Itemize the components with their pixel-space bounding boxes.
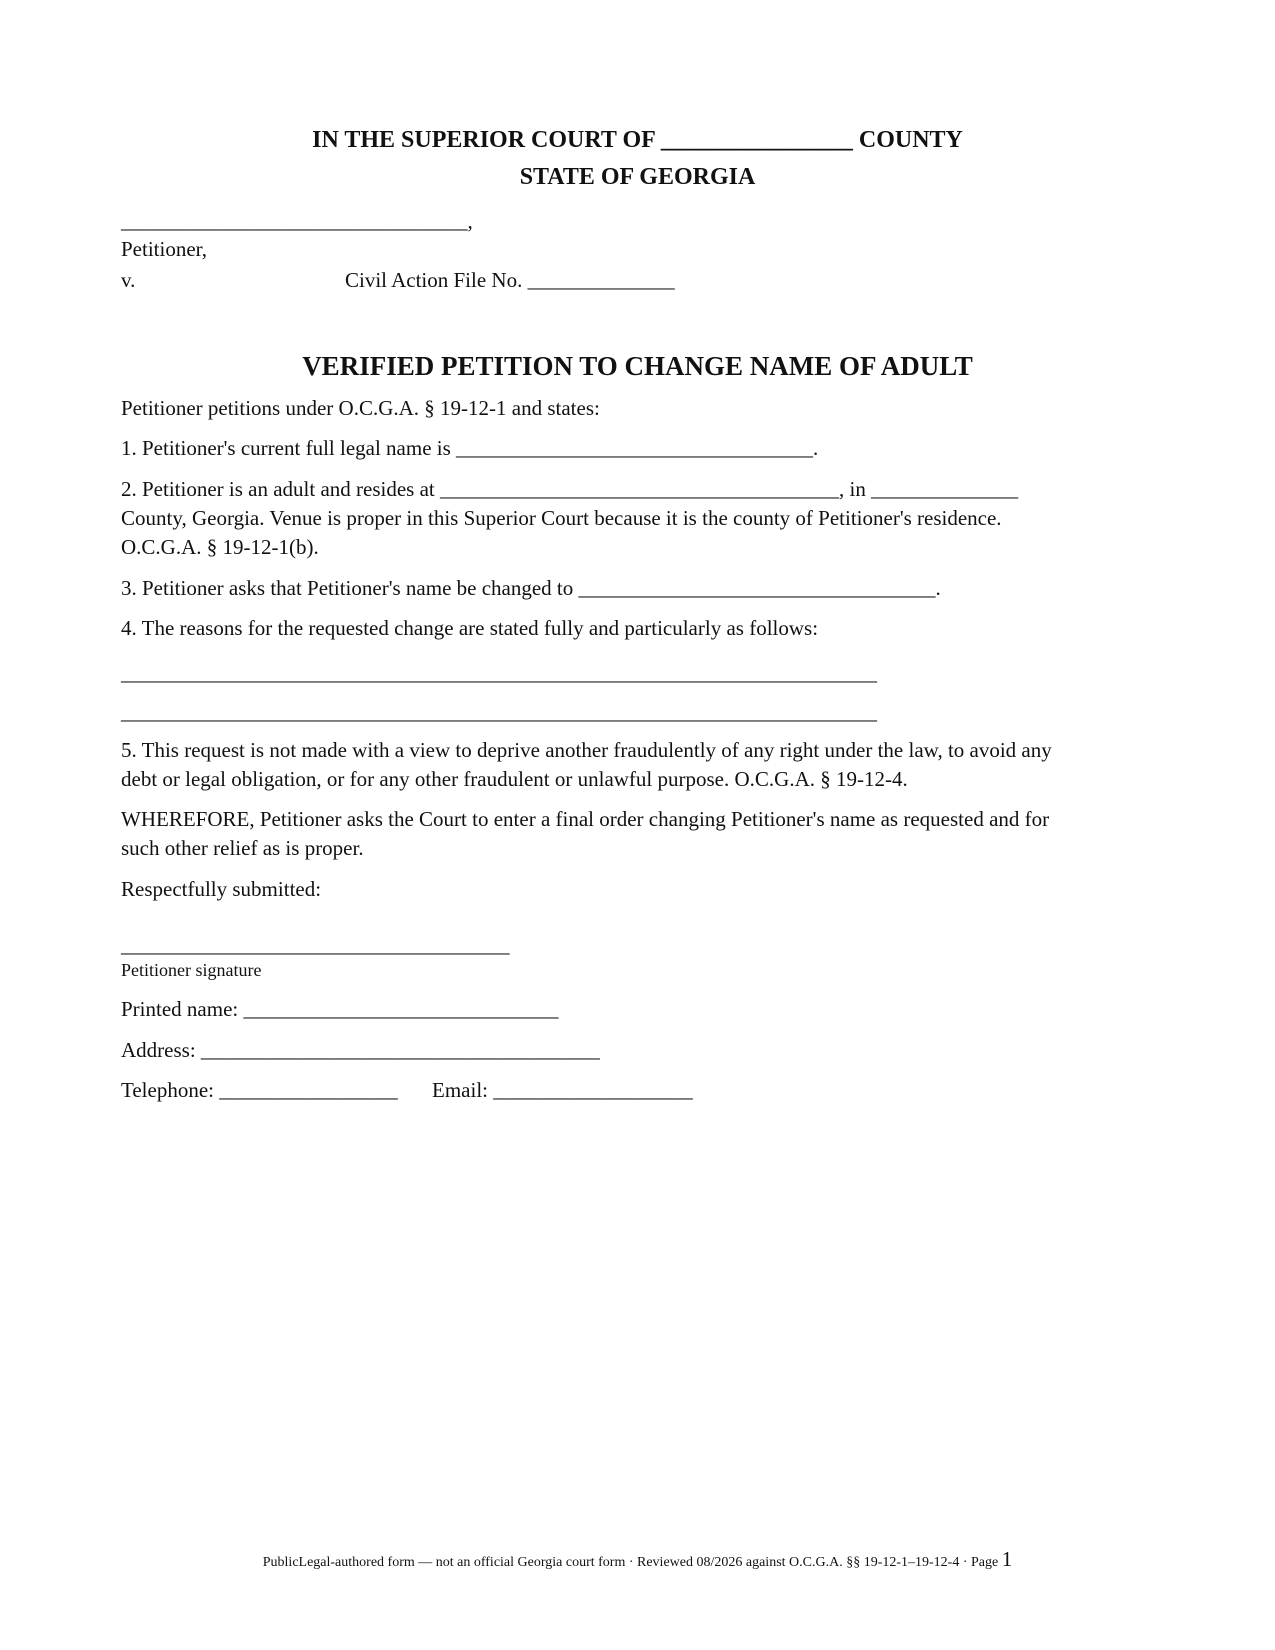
paragraph-2-residence[interactable]: 2. Petitioner is an adult and resides at ______________________________________, in ______________ [121,477,1019,501]
paragraph-3-new-name[interactable]: 3. Petitioner asks that Petitioner's name be changed to __________________________________. [121,576,941,600]
paragraph-1-current-name[interactable]: 1. Petitioner's current full legal name is __________________________________. [121,436,819,460]
reason-line-2[interactable]: ________________________________________________________________________ [121,700,877,724]
paragraph-2-venue: County, Georgia. Venue is proper in this Superior Court because it is the county of Petitioner's residence. [121,506,1002,530]
civil-action-file-no[interactable]: Civil Action File No. ______________ [345,268,675,292]
email-field[interactable]: Email: ___________________ [432,1078,693,1102]
court-header: IN THE SUPERIOR COURT OF ________________ COUNTY [312,127,963,153]
respectfully-submitted: Respectfully submitted: [121,877,322,901]
state-header: STATE OF GEORGIA [519,164,756,190]
signature-line[interactable]: _____________________________________ [121,933,510,957]
page-number: 1 [1001,1547,1013,1571]
petitioner-label: Petitioner, [121,237,208,261]
footer-text: PublicLegal-authored form — not an official Georgia court form · Reviewed 08/2026 against O.C.G.A. §§ 19-12-1–19-12-4 · Page [262,1555,1002,1570]
printed-name-field[interactable]: Printed name: ______________________________ [121,997,559,1021]
reason-line-1[interactable]: ________________________________________________________________________ [121,661,877,685]
wherefore-line-2: such other relief as is proper. [121,836,364,860]
paragraph-5-line-2: debt or legal obligation, or for any other fraudulent or unlawful purpose. O.C.G.A. § 19-12-4. [121,767,908,791]
paragraph-2-citation: O.C.G.A. § 19-12-1(b). [121,535,319,559]
signature-label: Petitioner signature [121,960,262,980]
telephone-field[interactable]: Telephone: _________________ [121,1078,398,1102]
address-field[interactable]: Address: ______________________________________ [121,1038,600,1062]
intro-paragraph: Petitioner petitions under O.C.G.A. § 19-12-1 and states: [121,396,600,420]
page-footer [0,1548,1275,1574]
wherefore-line-1: WHEREFORE, Petitioner asks the Court to enter a final order changing Petitioner's name as requested and for [121,807,1050,831]
petitioner-name-blank[interactable]: _________________________________, [121,209,473,233]
document-title: VERIFIED PETITION TO CHANGE NAME OF ADULT [302,351,973,381]
paragraph-5-line-1: 5. This request is not made with a view to deprive another fraudulently of any right under the law, to avoid any [121,738,1052,762]
versus-label: v. [121,268,136,292]
paragraph-4-reasons: 4. The reasons for the requested change are stated fully and particularly as follows: [121,616,819,640]
